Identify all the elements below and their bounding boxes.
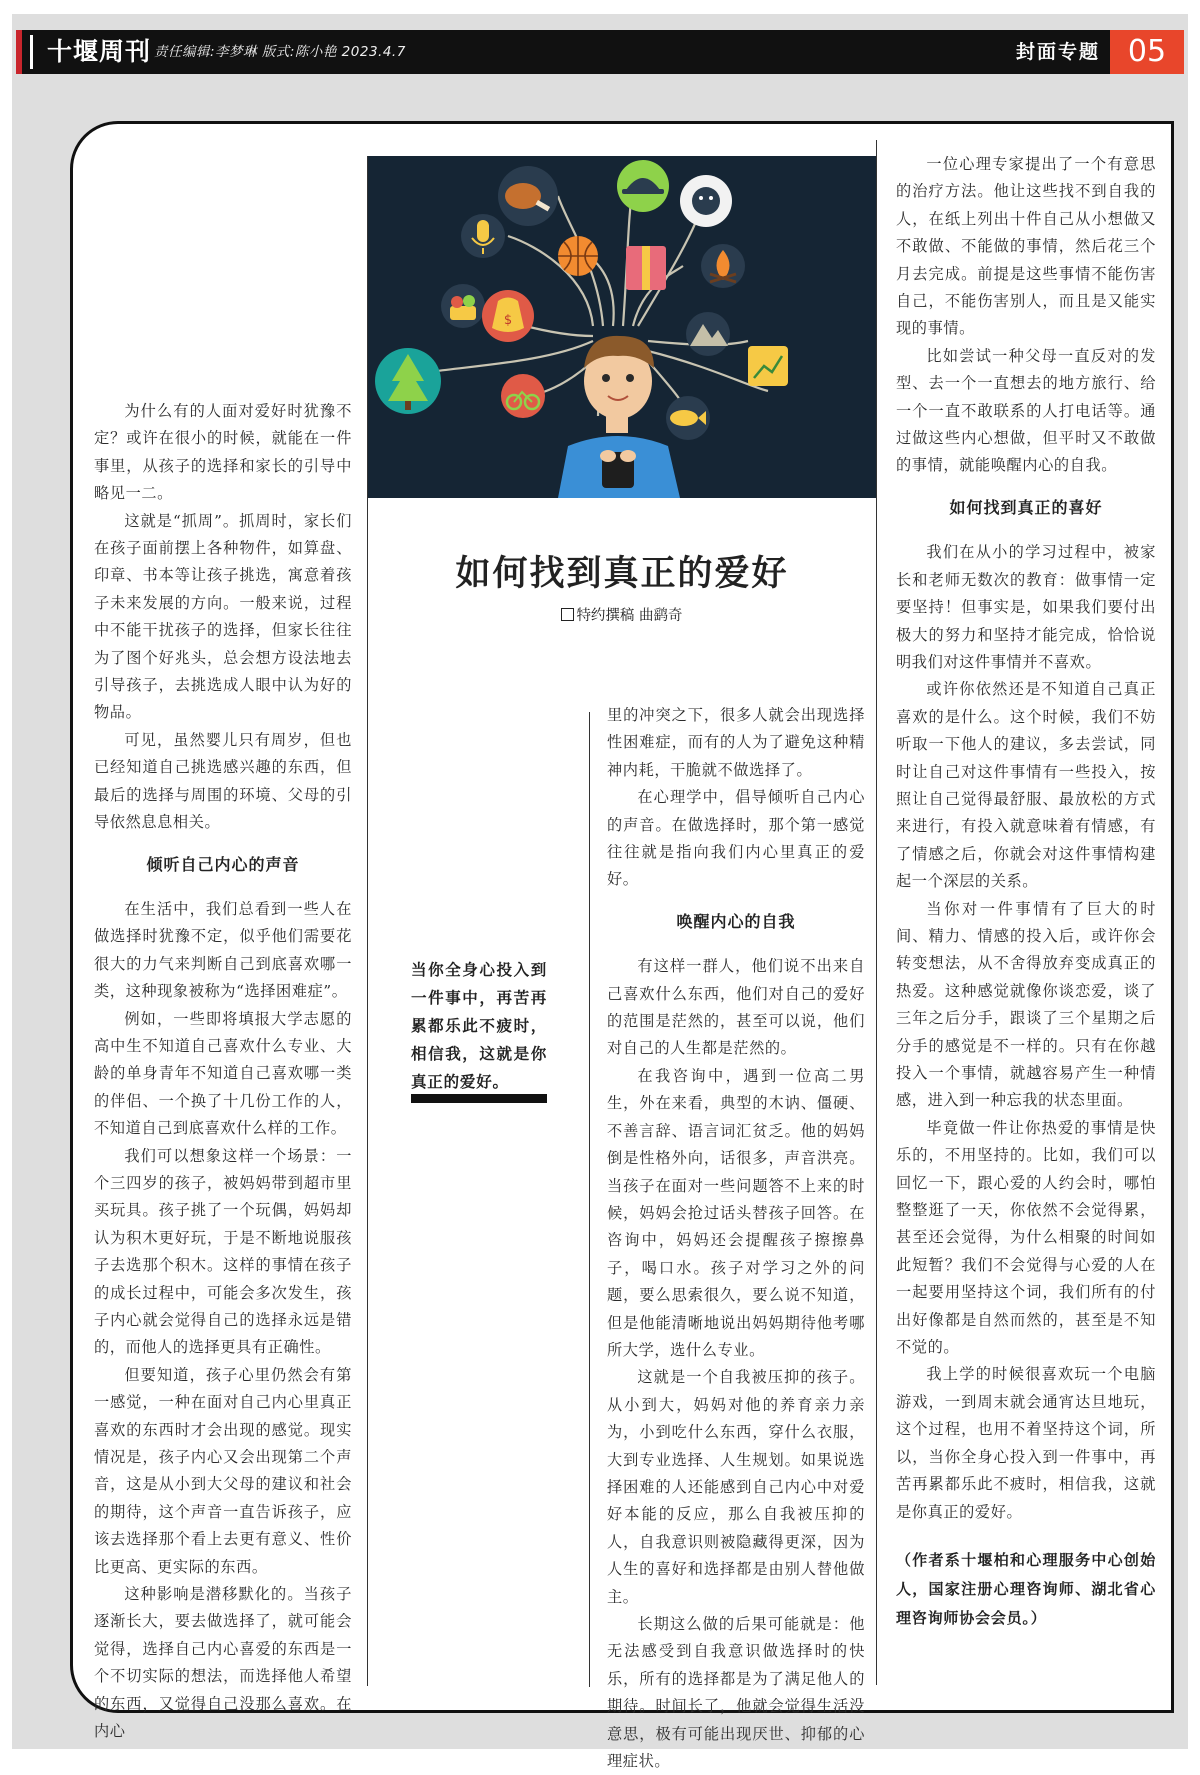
editor-credits: 责任编辑:李梦琳 版式:陈小艳 2023.4.7: [154, 44, 406, 60]
chicken-leg-icon: [498, 166, 558, 226]
paragraph: 有这样一群人，他们说不出来自己喜欢什么东西，他们对自己的爱好的范围是茫然的，甚至可以说，他们对自己的人生都是茫然的。: [607, 957, 865, 1058]
sheep-icon: [680, 175, 732, 227]
paragraph: 当你对一件事情有了巨大的时间、精力、情感的投入后，或许你会转变想法，从不舍得放弃变成真正的热爱。这种感觉就像你谈恋爱，谈了三年之后分手，跟谈了三个星期之后分手的感觉是不一样的。只有在你越投入一个事情，就越容易产生一种情感，进入到一种忘我的状态里面。: [896, 899, 1156, 1110]
paragraph: 毕竟做一件让你热爱的事情是快乐的，不用坚持的。比如，我们可以回忆一下，跟心爱的人约会时，哪怕整整逛了一天，你依然不会觉得累，甚至还会觉得，为什么相聚的时间如此短暂？我们不会觉得与心爱的人在一起要用坚持这个词，我们所有的付出好像都是自然而然的，甚至是不知不觉的。: [896, 1118, 1156, 1357]
article-title: 如何找到真正的爱好: [455, 553, 789, 594]
paragraph: 这就是一个自我被压抑的孩子。从小到大，妈妈对他的养育亲力亲为，小到吃什么东西，穿什么衣服，大到专业选择、人生规划。如果说选择困难的人还能感到自己内心中对爱好本能的反应，那么自我被压抑的人，自我意识则被隐藏得更深，因为人生的喜好和选择都是由别人替他做主。: [607, 1368, 865, 1606]
byline-box-icon: [561, 608, 574, 621]
paragraph: 但要知道，孩子心里仍然会有第一感觉，一种在面对自己内心里真正喜欢的东西时才会出现的感觉。现实情况是，孩子内心又会出现第二个声音，这是从小到大父母的建议和社会的期待，这个声音一直告诉孩子，应该去选择那个看上去更有意义、性价比更高、更实际的东西。: [94, 1365, 352, 1576]
chart-icon: [748, 346, 788, 386]
column-4: [896, 151, 1156, 1633]
paragraph: 我们可以想象这样一个场景：一个三四岁的孩子，被妈妈带到超市里买玩具。孩子挑了一个玩偶，妈妈却认为积木更好玩，于是不断地说服孩子去选那个积木。这样的事情在孩子的成长过程中，可能会多次发生，孩子内心就会觉得自己的选择永远是错的，而他人的选择更具有正确性。: [94, 1146, 352, 1357]
column-divider: [876, 140, 877, 1685]
basketball-icon: [558, 236, 598, 276]
pull-quote-bar: [411, 1094, 547, 1103]
paragraph: 在我咨询中，遇到一位高二男生，外在来看，典型的木讷、僵硬、不善言辞、语言词汇贫乏。他的妈妈倒是性格外向，话很多，声音洪亮。当孩子在面对一些问题答不上来的时候，妈妈会抢过话头替孩子回答。在咨询中，妈妈还会提醒孩子擦擦鼻子，喝口水。孩子对学习之外的问题，要么思索很久，要么说不知道，但是他能清晰地说出妈妈期待他考哪所大学，选什么专业。: [607, 1066, 865, 1359]
section-title: 封面专题: [1015, 41, 1100, 63]
paragraph: 里的冲突之下，很多人就会出现选择性困难症，而有的人为了避免这种精神内耗，干脆就不做选择了。: [607, 706, 865, 779]
paragraph: 我们在从小的学习过程中，被家长和老师无数次的教育：做事情一定要坚持！但事实是，如果我们要付出极大的努力和坚持才能完成，恰恰说明我们对这件事情并不喜欢。: [896, 543, 1156, 671]
column-1: [94, 398, 352, 1746]
paragraph: 长期这么做的后果可能就是：他无法感受到自我意识做选择时的快乐，所有的选择都是为了满足他人的期待。时间长了，他就会觉得生活没意思，极有可能出现厌世、抑郁的心理症状。: [607, 1615, 865, 1771]
paragraph: 在心理学中，倡导倾听自己内心的声音。在做选择时，那个第一感觉往往就是指向我们内心里真正的爱好。: [607, 788, 865, 889]
campfire-icon: [701, 244, 745, 288]
paragraph: 例如，一些即将填报大学志愿的高中生不知道自己喜欢什么专业、大龄的单身青年不知道自己喜欢哪一类的伴侣、一个换了十几份工作的人，不知道自己到底喜欢什么样的工作。: [94, 1009, 352, 1138]
page-header: [16, 30, 1184, 74]
hero-illustration: [368, 156, 876, 498]
paragraph: 或许你依然还是不知道自己真正喜欢的是什么。这个时候，我们不妨听取一下他人的建议，多去尝试，同时让自己对这件事情有一些投入，按照让自己觉得最舒服、最放松的方式来进行，有投入就意味着有情感，有了情感之后，你就会对这件事情构建起一个深层的关系。: [896, 680, 1156, 891]
article-byline: [368, 604, 876, 625]
header-accent: [16, 30, 22, 74]
author-note: （作者系十堰柏和心理服务中心创始人，国家注册心理咨询师、湖北省心理咨询师协会会员。）: [896, 1550, 1156, 1627]
paragraph: 这种影响是潜移默化的。当孩子逐渐长大，要去做选择了，就可能会觉得，选择自己内心喜爱的东西是一个不切实际的想法，而选择他人希望的东西，又觉得自己没那么喜欢。在内心: [94, 1585, 352, 1741]
paragraph: 我上学的时候很喜欢玩一个电脑游戏，一到周末就会通宵达旦地玩，这个过程，也用不着坚持这个词，所以，当你全身心投入到一件事中，再苦再累都乐此不疲时，相信我，这就是你真正的爱好。: [896, 1365, 1156, 1521]
mountain-icon: [686, 312, 730, 356]
tree-icon: [375, 348, 441, 414]
paragraph: 一位心理专家提出了一个有意思的治疗方法。他让这些找不到自我的人，在纸上列出十件自己从小想做又不敢做、不能做的事情，然后花三个月去完成。前提是这些事情不能伤害自己，不能伤害别人，而且是又能实现的事情。: [896, 155, 1156, 338]
paragraph: 可见，虽然婴儿只有周岁，但也已经知道自己挑选感兴趣的东西，但最后的选择与周围的环境、父母的引导依然息息相关。: [94, 730, 352, 832]
page-number: 05: [1110, 30, 1184, 74]
masthead: 十堰周刊: [30, 35, 151, 69]
fish-icon: [666, 396, 710, 440]
microphone-icon: [461, 214, 505, 258]
paragraph: 为什么有的人面对爱好时犹豫不定？或许在很小的时候，就能在一件事里，从孩子的选择和家长的引导中略见一二。: [94, 402, 352, 503]
subheading: 唤醒内心的自我: [676, 911, 796, 931]
gift-box-icon: [626, 246, 666, 290]
subheading: 如何找到真正的喜好: [949, 497, 1103, 517]
cap-icon: [617, 160, 669, 212]
paragraph: 在生活中，我们总看到一些人在做选择时犹豫不定，似乎他们需要花很大的力气来判断自己到底喜欢哪一类，这种现象被称为“选择困难症”。: [94, 899, 352, 1001]
column-3: [607, 702, 865, 1775]
food-basket-icon: [441, 284, 485, 328]
money-bag-icon: [482, 290, 534, 342]
byline-text: 特约撰稿 曲鹞奇: [576, 608, 683, 624]
bicycle-icon: [501, 374, 545, 418]
paragraph: 这就是“抓周”。抓周时，家长们在孩子面前摆上各种物件，如算盘、印章、书本等让孩子挑选，寓意着孩子未来发展的方向。一般来说，过程中不能干扰孩子的选择，但家长往往为了图个好兆头，总会想方设法地去引导孩子，去挑选成人眼中认为好的物品。: [94, 511, 352, 722]
column-divider: [589, 712, 590, 1687]
paragraph: 比如尝试一种父母一直反对的发型、去一个一直想去的地方旅行、给一个一直不敢联系的人打电话等。通过做这些内心想做，但平时又不敢做的事情，就能唤醒内心的自我。: [896, 346, 1156, 475]
pull-quote: 当你全身心投入到一件事中，再苦再累都乐此不疲时，相信我，这就是你真正的爱好。: [411, 960, 547, 1091]
svg-text:$: $: [503, 313, 513, 328]
subheading: 倾听自己内心的声音: [146, 854, 300, 874]
